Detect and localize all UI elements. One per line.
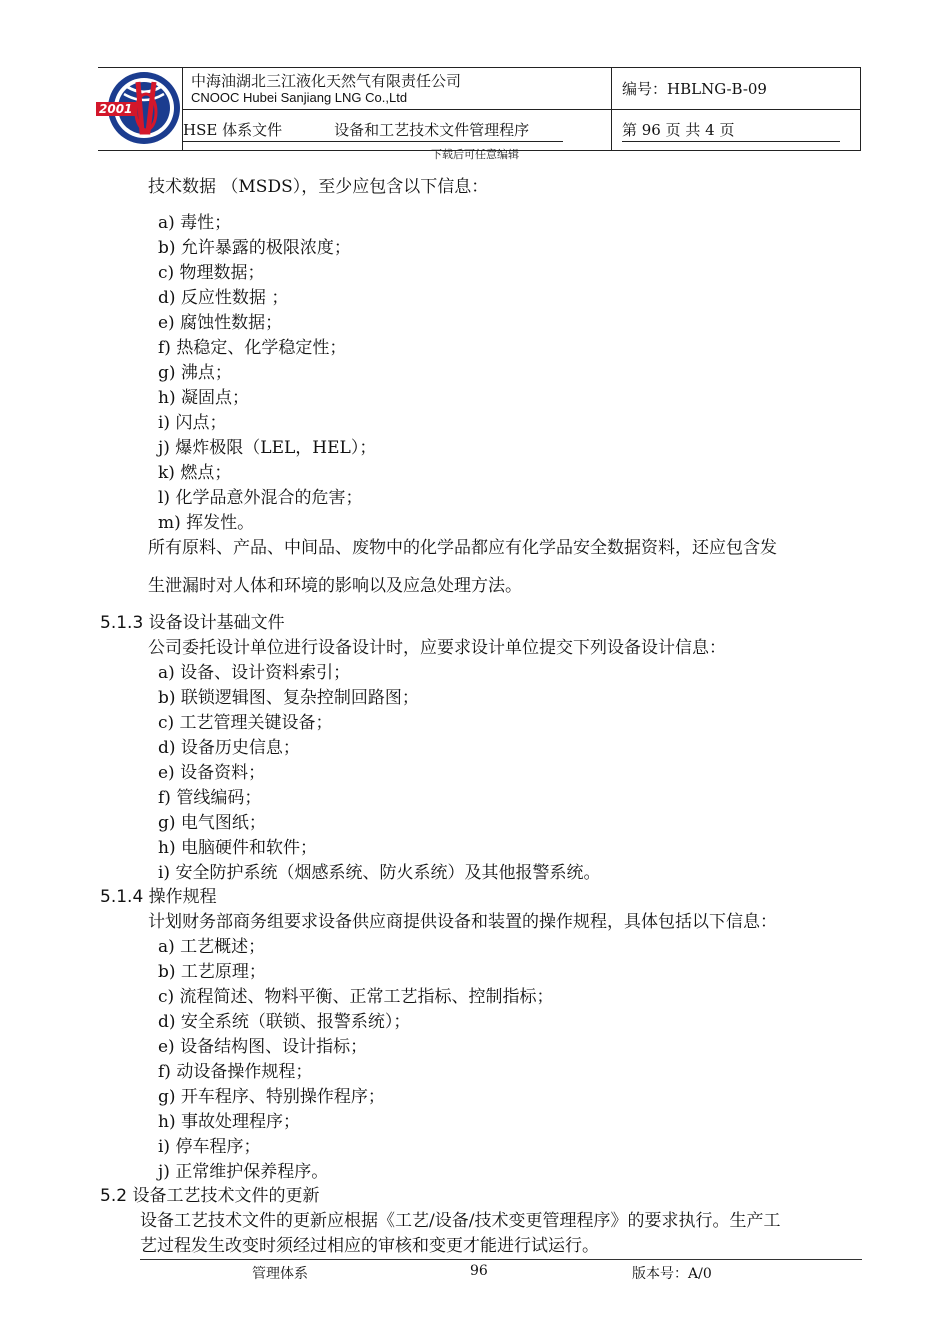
list-item: k) 燃点； — [158, 463, 232, 483]
list-item: d) 反应性数据 ； — [158, 288, 289, 308]
list-item: m) 挥发性。 — [158, 513, 255, 533]
list-item: h) 凝固点； — [158, 388, 249, 408]
list-item: d) 设备历史信息； — [158, 738, 300, 758]
section-heading-5-1-3 — [100, 612, 285, 634]
list-item: h) 事故处理程序； — [158, 1112, 300, 1132]
logo-cell — [98, 68, 183, 151]
section-number: 5.2 — [100, 1186, 128, 1206]
section-number: 5.1.4 — [100, 887, 144, 907]
company-name-cell — [183, 68, 612, 110]
section-intro: 计划财务部商务组要求设备供应商提供设备和装置的操作规程，具体包括以下信息： — [148, 912, 777, 932]
list-item: b) 工艺原理； — [158, 962, 266, 982]
paragraph-line: 所有原料、产品、中间品、废物中的化学品都应有化学品安全数据资料，还应包含发 — [148, 538, 777, 558]
paragraph-line: 艺过程发生改变时须经过相应的审核和变更才能进行试运行。 — [140, 1236, 599, 1256]
svg-text:2001: 2001 — [99, 102, 133, 116]
footer-left: 管理体系 — [252, 1266, 308, 1282]
company-name-cn: 中海油湖北三江液化天然气有限责任公司 — [191, 71, 462, 90]
list-item: e) 设备资料； — [158, 763, 266, 783]
company-logo-icon — [96, 68, 182, 150]
list-item: c) 流程简述、物料平衡、正常工艺指标、控制指标； — [158, 987, 554, 1007]
system-name: HSE 体系文件 — [183, 120, 283, 139]
section-title: 设备设计基础文件 — [143, 613, 285, 633]
list-item: a) 毒性； — [158, 213, 232, 233]
doc-number: 编号：HBLNG-B-09 — [612, 68, 861, 110]
list-item: f) 管线编码； — [158, 788, 262, 808]
list-item: a) 工艺概述； — [158, 937, 266, 957]
section-heading-5-2 — [100, 1185, 319, 1207]
paragraph-line: 设备工艺技术文件的更新应根据《工艺/设备/技术变更管理程序》的要求执行。生产工 — [140, 1211, 781, 1231]
list-item: f) 热稳定、化学稳定性； — [158, 338, 347, 358]
list-item: l) 化学品意外混合的危害； — [158, 488, 363, 508]
section-intro: 公司委托设计单位进行设备设计时，应要求设计单位提交下列设备设计信息： — [148, 638, 726, 658]
section-title: 设备工艺技术文件的更新 — [127, 1186, 320, 1206]
list-item: j) 爆炸极限（LEL，HEL）； — [158, 438, 377, 458]
section-title: 操作规程 — [143, 887, 217, 907]
list-item: h) 电脑硬件和软件； — [158, 838, 317, 858]
list-item: c) 工艺管理关键设备； — [158, 713, 333, 733]
list-item: f) 动设备操作规程； — [158, 1062, 313, 1082]
page-info: 第 96 页 共 4 页 — [622, 119, 840, 142]
list-item: c) 物理数据； — [158, 263, 265, 283]
msds-intro: 技术数据 （MSDS），至少应包含以下信息： — [148, 177, 489, 197]
footer-page-number: 96 — [470, 1263, 488, 1279]
list-item: e) 设备结构图、设计指标； — [158, 1037, 368, 1057]
list-item: i) 闪点； — [158, 413, 227, 433]
section-number: 5.1.3 — [100, 613, 144, 633]
list-item: b) 联锁逻辑图、复杂控制回路图； — [158, 688, 419, 708]
list-item: a) 设备、设计资料索引； — [158, 663, 351, 683]
list-item: i) 停车程序； — [158, 1137, 261, 1157]
document-header — [98, 67, 861, 146]
footer-version: 版本号：A/0 — [632, 1266, 712, 1282]
page-info-cell — [612, 110, 861, 151]
document-footer — [140, 1259, 862, 1286]
doc-title: 设备和工艺技术文件管理程序 — [334, 120, 530, 139]
list-item: i) 安全防护系统（烟感系统、防火系统）及其他报警系统。 — [158, 863, 601, 883]
list-item: e) 腐蚀性数据； — [158, 313, 283, 333]
list-item: j) 正常维护保养程序。 — [158, 1162, 329, 1182]
list-item: g) 电气图纸； — [158, 813, 266, 833]
paragraph-line: 生泄漏时对人体和环境的影响以及应急处理方法。 — [148, 576, 522, 596]
list-item: b) 允许暴露的极限浓度； — [158, 238, 351, 258]
section-heading-5-1-4 — [100, 886, 217, 908]
doc-title-row — [183, 110, 612, 151]
company-name-en: CNOOC Hubei Sanjiang LNG Co.,Ltd — [191, 89, 408, 105]
list-item: g) 沸点； — [158, 363, 232, 383]
download-note: 下载后可任意编辑 — [431, 148, 519, 161]
list-item: g) 开车程序、特别操作程序； — [158, 1087, 385, 1107]
list-item: d) 安全系统（联锁、报警系统）； — [158, 1012, 411, 1032]
